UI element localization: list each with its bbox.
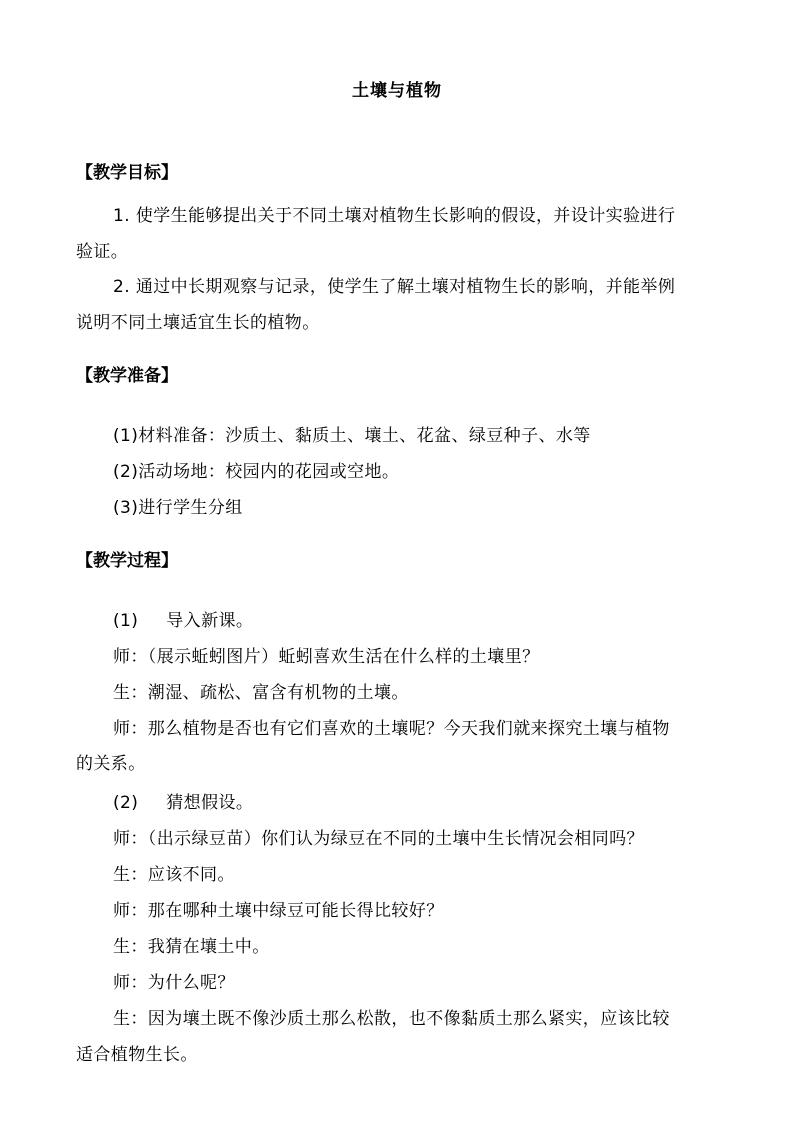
dialog-line-continuation: 适合植物生长。 (76, 1045, 198, 1065)
step-2 (113, 788, 763, 813)
dialog-line-continuation: 的关系。 (76, 754, 146, 774)
dialog-line: 师：为什么呢？ (113, 973, 235, 993)
dialog-line: 生：应该不同。 (113, 865, 235, 885)
page-title: 土壤与植物 (352, 81, 442, 101)
step-2-number: (2) (113, 793, 139, 813)
preparation-item-3: (3)进行学生分组 (113, 498, 243, 518)
dialog-line: 师：那么植物是否也有它们喜欢的土壤呢？今天我们就来探究土壤与植物 (113, 719, 670, 739)
preparation-item-2: (2)活动场地：校园内的花园或空地。 (113, 462, 400, 482)
objectives-heading: 【教学目标】 (76, 163, 178, 183)
dialog-line: 生：我猜在壤土中。 (113, 937, 270, 957)
objective-2-line-2: 说明不同土壤适宜生长的植物。 (76, 313, 320, 333)
objective-2-line-1: 2. 通过中长期观察与记录，使学生了解土壤对植物生长的影响，并能举例 (113, 277, 676, 297)
step-1-text: 导入新课。 (166, 611, 254, 631)
process-heading: 【教学过程】 (76, 551, 178, 571)
objective-1-line-2: 验证。 (76, 242, 129, 262)
preparation-item-1: (1)材料准备：沙质土、黏质土、壤土、花盆、绿豆种子、水等 (113, 426, 591, 446)
preparation-heading: 【教学准备】 (76, 366, 178, 386)
step-2-text: 猜想假设。 (166, 793, 254, 813)
dialog-line: 师：那在哪种土壤中绿豆可能长得比较好？ (113, 901, 444, 921)
step-1-number: (1) (113, 611, 139, 631)
step-1 (113, 606, 763, 631)
dialog-line: 师：（展示蚯蚓图片）蚯蚓喜欢生活在什么样的土壤里？ (113, 647, 540, 667)
dialog-line: 生：潮湿、疏松、富含有机物的土壤。 (113, 683, 409, 703)
dialog-line: 师：（出示绿豆苗）你们认为绿豆在不同的土壤中生长情况会相同吗？ (113, 829, 644, 849)
objective-1-line-1: 1. 使学生能够提出关于不同土壤对植物生长影响的假设，并设计实验进行 (113, 206, 676, 226)
dialog-line: 生：因为壤土既不像沙质土那么松散，也不像黏质土那么紧实，应该比较 (113, 1009, 670, 1029)
